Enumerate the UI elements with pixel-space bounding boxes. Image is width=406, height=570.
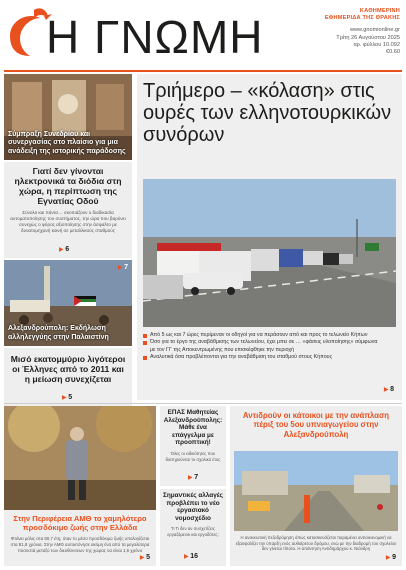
story-4-headline[interactable]: Στην Περιφέρεια ΑΜΘ το χαμηλότερο προσδόκιμο ζωής στην Ελλάδα: [13, 514, 147, 532]
lead-story-bullet: Όσο για το έργο της αναβάθμισης των τελωνείου, έχει μπει σε … «φάσεις υλοποίησης» σύμφωνα με τον ΓΓ της Αποκεντρωμένης που επισκέφθηκε την περιοχή: [143, 339, 383, 354]
story-1-card[interactable]: [4, 162, 132, 258]
story-6-card[interactable]: [160, 489, 226, 566]
story-2-page-ref[interactable]: ▶ 7: [118, 264, 128, 271]
story-3-page-ref[interactable]: ▶ 5: [62, 394, 72, 401]
tagline-daily: ΚΑΘΗΜΕΡΙΝΗ: [359, 8, 400, 14]
elderly-man-park-illustration: [4, 406, 156, 510]
story-5-page-ref[interactable]: ▶ 7: [188, 474, 198, 481]
story-3-headline[interactable]: Μισό εκατομμύριο λιγότεροι οι Έλληνες από το 2011 και η μείωση συνεχίζεται: [10, 354, 126, 384]
lead-story-headline[interactable]: Τριήμερο – «κόλαση» στις ουρές των ελληνοτουρκικών συνόρων: [143, 80, 392, 146]
story-4-card[interactable]: [4, 406, 156, 566]
story-4-page-ref[interactable]: ▶ 5: [140, 554, 150, 561]
tagline-paper: ΕΦΗΜΕΡΙΔΑ ΤΗΣ ΘΡΑΚΗΣ: [324, 15, 400, 22]
section-divider: [4, 403, 402, 404]
story-2-photo-caption[interactable]: Αλεξανδρούπολη: Εκδήλωση αλληλεγγύης στην Παλαιστίνη: [8, 325, 109, 341]
story-7-body: Η ανανεωτική πεζοδρόμηση όπως κατασκευάζεται παραμένει αντιοικονομική να εξασφαλίζει την ύπαρξη ενός αυθαίρετου δρόμου, ενώ με την διαδρομή του σχολείου δεν γίνεται τίποτα. Η απάντηση Αντιδημάρχου κ. Νιάνδρη: [235, 535, 397, 552]
story-6-headline[interactable]: Σημαντικές αλλαγές προβλέπει το νέο εργασιακό νομοσχέδιο: [163, 492, 223, 522]
story-2-photo[interactable]: [4, 260, 132, 346]
street-works-illustration: [234, 451, 398, 531]
story-6-body: Τι Τι δεν αν συσχετίζεις εργαζόμενοι και εργοδότες;: [167, 526, 219, 537]
issue-price: €0.60: [386, 49, 400, 56]
story-1-body: Σύνολο και πάντα… σκοπιάζουν ο διαδικασία αυτοματοποίησης του συστήματος, την ώρα που βαρύνει συνεχώς ο φόρος αξιοποίησης στην άσφαλτο με δυνατομηχανή κοινή σε μεταλλικούς σταθμούς: [10, 210, 126, 233]
story-1-headline[interactable]: Γιατί δεν γίνονται ηλεκτρονικά τα διόδια στη χώρα, η περίπτωση της Εγνατίας Οδού: [14, 166, 122, 206]
lead-story-bullet: Αναλυτικά όσα προβλέπονται για την αναβάθμιση του σταθμού στους Κήπους: [143, 354, 383, 361]
story-6-page-ref[interactable]: ▶ 16: [184, 553, 198, 560]
masthead-info: [325, 8, 400, 56]
middle-column: [160, 406, 226, 566]
website-link[interactable]: www.gnomionline.gr: [349, 27, 400, 34]
masthead-divider: [4, 70, 402, 72]
newspaper-logo: Η ΓΝΩΜΗ: [46, 11, 264, 63]
story-5-body: Όλες οι ειδικότητες που διατηρούνται το σχολικό έτος: [165, 450, 221, 462]
story-4-photo[interactable]: [4, 406, 156, 510]
story-5-headline[interactable]: ΕΠΑΣ Μαθητείας Αλεξανδρούπολης: Μάθε ένα επάγγελμα με προοπτική!: [163, 409, 223, 447]
story-1-page-ref[interactable]: ▶ 6: [59, 246, 69, 253]
border-traffic-queue-illustration: [143, 179, 396, 327]
story-3-card[interactable]: [4, 348, 132, 406]
lead-story[interactable]: [137, 74, 402, 400]
story-7-card[interactable]: [230, 406, 402, 566]
story-1-photo[interactable]: [4, 74, 132, 160]
story-5-card[interactable]: [160, 406, 226, 486]
masthead: [0, 0, 406, 70]
story-7-photo[interactable]: [234, 451, 398, 531]
story-7-page-ref[interactable]: ▶ 9: [386, 554, 396, 561]
lead-story-page-ref[interactable]: ▶ 8: [384, 386, 394, 393]
story-7-headline[interactable]: Αντιδρούν οι κάτοικοι με την ανάπλαση πέριξ του 5ου υπνιαγωγείου στην Αλεξανδρούπολη: [242, 411, 390, 439]
story-1-photo-caption: Σύμπραξη Συνεδρίου και συνεργασίας στο πλαίσιο για μια ανάδειξη της ιστορικής παράδοσης: [8, 130, 126, 155]
lead-story-bullets: [143, 332, 383, 362]
lead-story-photo[interactable]: [143, 179, 396, 327]
issue-number: αρ. φύλλου 10.092: [353, 41, 400, 48]
story-4-body: Φτάνει μόλις στα 80,7 έτη, όταν το μέσο προσδόκιμο ζωής υπολογίζεται στα 81,8 χρόνια. Στην ΑΜΘ αυτοκτόνησε ακόμη ένα από τα μεγαλύτερα ποσοστά μεταξύ των διευθύνσεων της χώρας να είναι 1,6 χρόνο: [10, 536, 150, 553]
lead-story-bullet: Από 5 ως και 7 ώρες περίμεναν οι οδηγοί για να περάσουν από και προς το τελωνείο Κήπων: [143, 332, 383, 339]
issue-date: Τρίτη 26 Αυγούστου 2025: [336, 34, 400, 41]
